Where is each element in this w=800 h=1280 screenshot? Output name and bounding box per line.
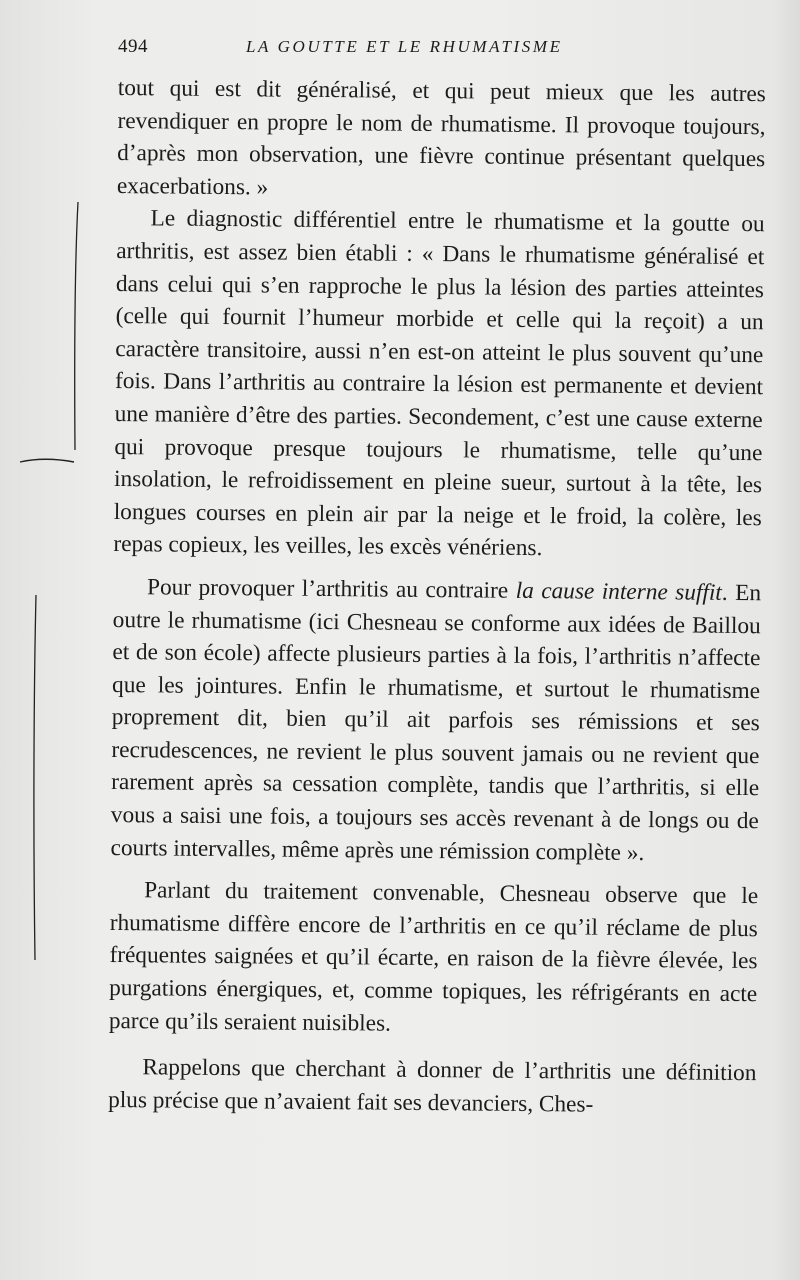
paragraph-text: . En outre le rhumatisme (ici Chesneau se conforme aux idées de Baillou et de son école) affecte plusieurs parties à la fois, l’arthritis n’affecte que les jointures. Enfin le rhumatisme, et surtout le rhumatisme proprement dit, bien qu’il ait parfois ses rémissions et ses recrudescences, ne revient le plus souvent jamais ou ne revient que rarement après sa cessation complète, tandis que l’arthritis, si elle vous a saisi une fois, a toujours ses accès revenant à de longs ou de courts intervalles, même après une rémission complète ».	[110, 579, 762, 866]
handwritten-margin-marks	[18, 200, 88, 1020]
paragraph-arthritis-cause	[110, 571, 761, 871]
paragraph-definition: Rappelons que cherchant à donner de l’arthritis une définition plus précise que n’avaient fait ses devanciers, Ches-	[108, 1054, 757, 1118]
italic-phrase: la cause interne suffit	[515, 577, 722, 606]
page-gutter-shadow	[772, 0, 800, 1280]
running-title: LA GOUTTE ET LE RHUMATISME	[246, 37, 563, 56]
body-text	[108, 72, 766, 1123]
paragraph-treatment: Parlant du traitement convenable, Chesneau observe que le rhumatisme diffère encore de l’arthritis en ce qu’il réclame de plus fréquentes saignées et qu’il écarte, en raison de la fièvre élevée, les purgations énergiques, et, comme topiques, les réfrigérants en acte parce qu’ils seraient nuisibles.	[108, 877, 759, 1037]
paragraph-text: Pour provoquer l’arthritis au contraire	[146, 574, 516, 604]
paragraph-continuation: tout qui est dit généralisé, et qui peut mieux que les autres revendiquer en propre le nom de rhumatisme. Il provoque toujours, d’après mon observation, une fièvre continue présentant quelques exacerbations. »	[116, 74, 766, 201]
paragraph-diagnostic: Le diagnostic différentiel entre le rhumatisme et la goutte ou arthritis, est assez bien établi : « Dans le rhumatisme généralisé et dans celui qui s’en rapproche le plus la lésion des parties atteintes (celle qui fournit l’humeur morbide et celle qui la reçoit) a un caractère transitoire, aussi n’en est-on atteint le plus souvent qu’une fois. Dans l’arthritis au contraire la lésion est permanente et devient une manière d’être des parties. Secondement, c’est une cause externe qui provoque presque toujours le rhumatisme, telle qu’une insolation, le refroidissement en pleine sueur, surtout à la tête, les longues courses en plein air par la neige et le froid, la colère, les repas copieux, les veilles, les excès vénériens.	[113, 205, 765, 562]
page-number: 494	[118, 36, 148, 57]
page-header	[118, 36, 778, 60]
